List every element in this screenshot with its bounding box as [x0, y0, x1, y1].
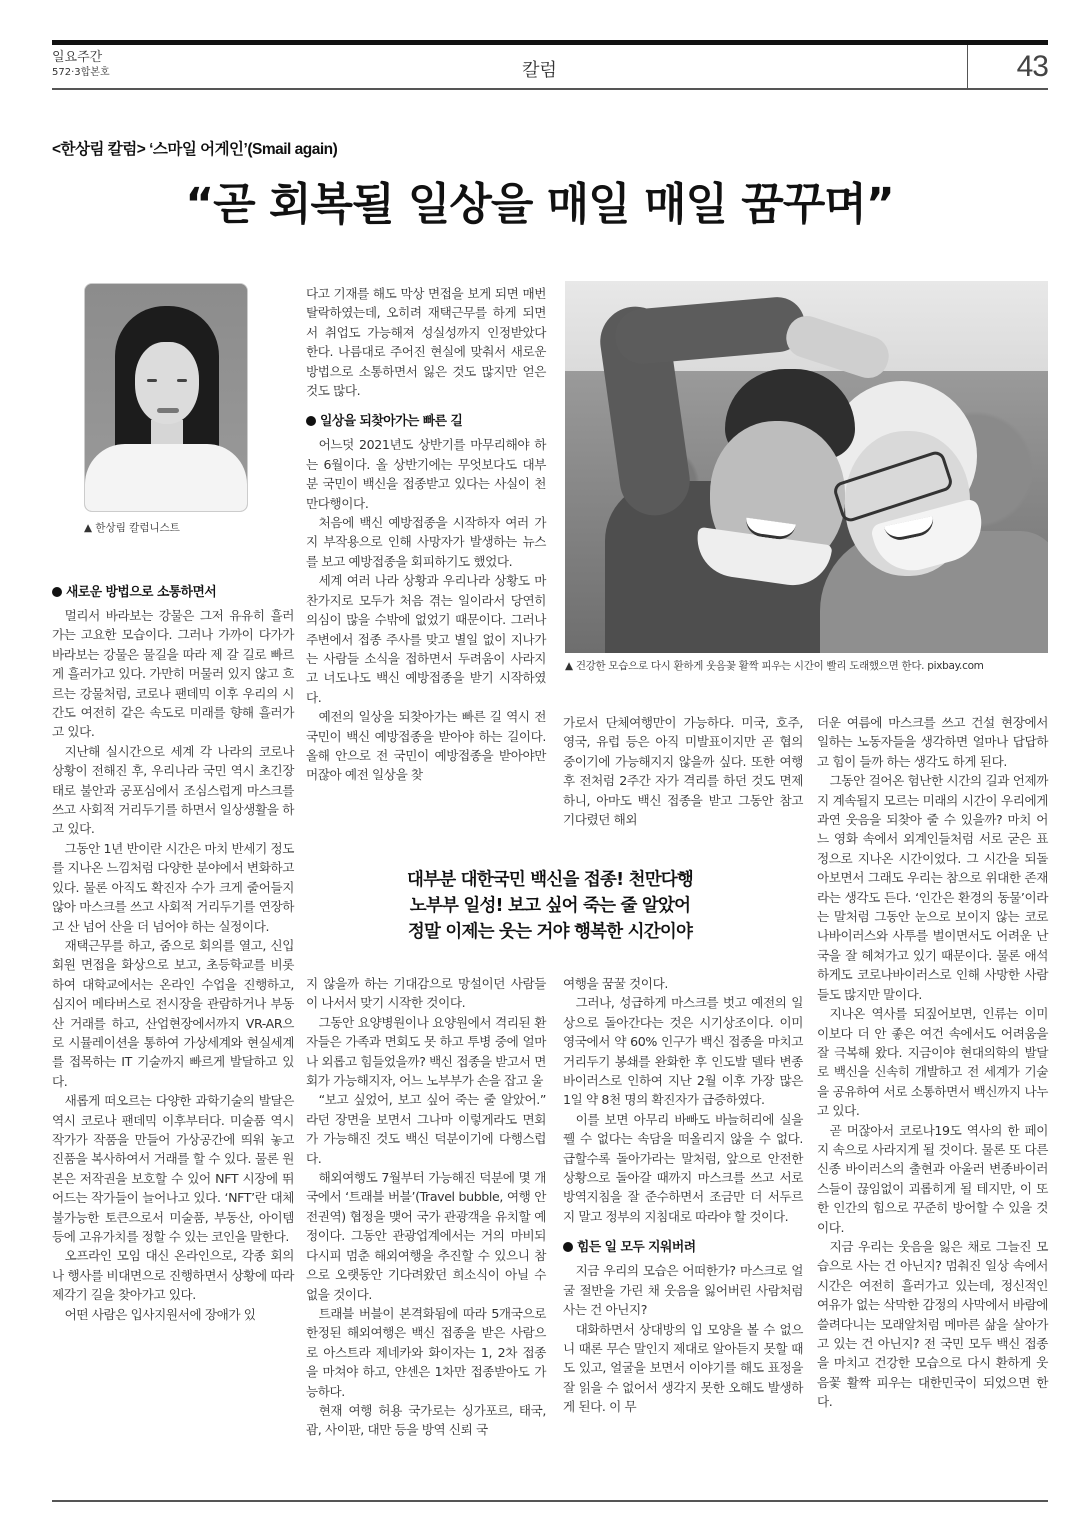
paragraph: 곧 머잖아서 코로나19도 역사의 한 페이지 속으로 사라지게 될 것이다. 물론 또 다른 신종 바이러스의 출현과 아울러 변종바이러스들이 끊임없이 괴롭히게 될 테지만, 이 또한 인간의 힘으로 꾸준히 방어할 수 있을 것이다.	[817, 1122, 1048, 1235]
bottom-rule	[52, 1500, 1048, 1502]
bullet-icon	[563, 1242, 573, 1252]
paragraph: 멀리서 바라보는 강물은 그저 유유히 흘러가는 고요한 모습이다. 그러나 가까이 다가가 바라보는 강물은 물길을 따라 제 갈 길로 빠르게 흘러가고 있다. 가만히 머물러 있지 않고 흐르는 강물처럼, 코로나 팬데믹 이후 우리의 시간도 여전히 같은 속도로 미래를 향해 흘러가고 있다.	[52, 608, 294, 740]
paragraph: 더운 여름에 마스크를 쓰고 건설 현장에서 일하는 노동자들을 생각하면 얼마나 답답하고 힘이 들까 하는 생각도 하게 된다.	[817, 715, 1048, 769]
paragraph: 예전의 일상을 되찾아가는 빠른 길 역시 전 국민이 백신 예방접종을 받아야 하는 길이다. 올해 안으로 전 국민이 예방접종을 받아야만 머잖아 예전 일상을 찾	[306, 709, 546, 783]
column-4	[817, 713, 1048, 1412]
paragraph: 지금 우리의 모습은 어떠한가? 마스크로 얼굴 절반을 가린 채 웃음을 잃어버린 사람처럼 사는 건 아닌지?	[563, 1263, 803, 1318]
headline: “곧 회복될 일상을 매일 매일 꿈꾸며”	[185, 179, 894, 230]
paragraph: 지금 우리는 웃음을 잃은 채로 그늘진 모습으로 사는 건 아닌지? 멈춰진 일상 속에서 시간은 여전히 흘러가고 있는데, 정신적인 여유가 없는 삭막한 감정의 사막에서 바람에 쓸려다니는 모래알처럼 메마른 삶을 살아가고 있는 건 아닌지? 전 국민 모두 백신 접종을 마치고 건강한 모습으로 다시 환하게 웃음꽃 활짝 피우는 대한민국이 되었으면 한다.	[817, 1238, 1048, 1410]
paragraph: 어떤 사람은 입사지원서에 장애가 있	[64, 1306, 256, 1322]
section-name: 칼럼	[522, 60, 557, 81]
paragraph: 현재 여행 허용 국가로는 싱가포르, 태국, 괌, 사이판, 대만 등을 방역 신뢰 국	[306, 1402, 546, 1438]
page-number: 43	[1016, 50, 1048, 83]
column-1	[52, 583, 294, 1324]
paragraph: 지나온 역사를 되짚어보면, 인류는 이미 이보다 더 안 좋은 여건 속에서도 어려움을 잘 극복해 왔다. 지금이야 현대의학의 발달로 백신을 신속히 개발하고 전 세계가 기술을 공유하여 서로 소통하면서 백신까지 나누고 있다.	[817, 1006, 1048, 1119]
photo-caption: ▲ 건강한 모습으로 다시 환하게 웃음꽃 활짝 피우는 시간이 빨리 도래했으면 한다. pixbay.com	[565, 660, 984, 672]
column-2-bottom	[306, 974, 546, 1440]
paragraph: 처음에 백신 예방접종을 시작하자 여러 가지 부작용으로 인해 사망자가 발생하는 뉴스를 보고 예방접종을 회피하기도 했었다.	[306, 515, 546, 569]
paragraph: 트래블 버블이 본격화됨에 따라 5개국으로 한정된 해외여행은 백신 접종을 받은 사람으로 아스트라 제네카와 화이자는 1, 2차 접종을 마쳐야 하고, 얀센은 1차만 접종받아도 가능하다.	[306, 1305, 546, 1399]
issue-number: 572·3합본호	[52, 67, 110, 78]
paragraph: 가로서 단체여행만이 가능하다. 미국, 호주, 영국, 유럽 등은 아직 미발표이지만 곧 협의 중이기에 가능해지지 않을까 싶다. 또한 여행 후 전처럼 2주간 자가 격리를 하던 것도 면제하니, 아마도 백신 접종을 받고 그동안 참고 기다렸던 해외	[563, 715, 803, 828]
header-divider	[967, 45, 968, 89]
column-kicker: <한상림 칼럼> ‘스마일 어게인’(Smail again)	[52, 141, 338, 158]
seniors-photo	[565, 281, 1048, 653]
paragraph: 지난해 실시간으로 세계 각 나라의 코로나 상황이 전해진 후, 우리나라 국민 역시 초긴장 태로 불안과 공포심에서 조심스럽게 마스크를 쓰고 사회적 거리두기를 하면서 일상생활을 하고 있다.	[52, 743, 294, 837]
portrait-caption: ▲ 한상림 칼럼니스트	[84, 522, 180, 534]
paragraph: 재택근무를 하고, 줌으로 회의를 열고, 신입회원 면접을 화상으로 보고, 초등학교를 비롯하여 대학교에서는 온라인 수업을 진행하고, 심지어 메타버스로 전시장을 관람하거나 부동산 거래를 하고, 산업현장에서까지 VR-AR으로 시뮬레이션을 통하여 가상세계와 현실세계를 접목하는 IT 기술까지 빠르게 발달하고 있다.	[52, 937, 294, 1089]
column-3-bottom	[563, 974, 803, 1417]
columnist-portrait	[84, 283, 248, 512]
column-2-top	[306, 284, 546, 785]
paragraph: 어느덧 2021년도 상반기를 마무리해야 하는 6월이다. 올 상반기에는 무엇보다도 대부분 국민이 백신을 접종받고 있다는 사실이 천만다행이다.	[306, 437, 546, 511]
paragraph: 그러나, 성급하게 마스크를 벗고 예전의 일상으로 돌아간다는 것은 시기상조이다. 이미 영국에서 약 60% 인구가 백신 접종을 마치고 거리두기 봉쇄를 완화한 후 인도발 델타 변종바이러스로 인하여 지난 2월 이후 가장 많은 1일 약 8천 명의 확진자가 급증하였다.	[563, 995, 803, 1108]
paragraph: 새롭게 떠오르는 다양한 과학기술의 발달은 역시 코로나 팬데믹 이후부터다. 미술품 역시 작가가 작품을 만들어 가상공간에 띄워 놓고 진품을 복사하여서 거래를 할 수 있다. 물론 원본은 저작권을 보호할 수 있어 NFT 시장에 뛰어드는 작가들이 늘어나고 있다. ‘NFT’란 대체 불가능한 토큰으로서 미술품, 부동산, 아이템 등에 고유가치를 정할 수 있는 코인을 말한다.	[52, 1093, 294, 1244]
paragraph: 그동안 걸어온 험난한 시간의 길과 언제까지 계속될지 모르는 미래의 시간이 우리에게 과연 웃음을 되찾아 줄 수 있을까? 마치 어느 영화 속에서 외계인들처럼 서로 굳은 표정으로 지나온 시간이었다. 그 시간을 되돌아보면서 그래도 우리는 참으로 위대한 존재라는 생각도 든다. ‘인간은 환경의 동물’이라는 말처럼 그동안 눈으로 보이지 않는 코로나바이러스와 사투를 벌이면서도 어려운 난국을 잘 헤쳐가고 있기 때문이다. 물론 애석하게도 코로나바이러스로 인해 사망한 사람들도 많지만 말이다.	[817, 773, 1048, 1002]
bullet-icon	[306, 416, 316, 426]
paragraph: 여행을 꿈꿀 것이다.	[563, 976, 668, 991]
pull-quote-line: 정말 이제는 웃는 거야 행복한 시간이야	[407, 922, 693, 942]
subhead-2: 일상을 되찾아가는 빠른 길	[306, 412, 546, 431]
paragraph: 해외여행도 7월부터 가능해진 덕분에 몇 개국에서 ‘트래블 버블’(Travel bubble, 여행 안전권역) 협정을 맺어 국가 관광객을 유치할 예정이다. 그동안 관광업계에서는 거의 마비되다시피 멈춘 해외여행을 추진할 수 있으니 참으로 오랫동안 기다려왔던 희소식이 아닐 수 없을 것이다.	[306, 1170, 546, 1302]
paragraph: 그동안 1년 반이란 시간은 마치 반세기 정도를 지나온 느낌처럼 다양한 분야에서 변화하고 있다. 물론 아직도 확진자 수가 크게 줄어들지 않아 마스크를 쓰고 사회적 거리두기를 연장하고 산 넘어 산을 더 넘어야 하는 실정이다.	[52, 840, 294, 934]
pull-quote-line: 대부분 대한국민 백신을 접종! 천만다행	[406, 870, 694, 890]
pull-quote	[330, 867, 770, 945]
publication-name: 일요주간	[52, 50, 103, 65]
header-rule	[52, 88, 1048, 90]
bullet-icon	[52, 587, 62, 597]
top-rule	[52, 40, 1048, 45]
paragraph: 다고 기재를 해도 막상 면접을 보게 되면 매번 탈락하였는데, 오히려 재택근무를 하게 되면서 취업도 가능해져 성실성까지 인정받았다 한다. 나름대로 주어진 현실에 맞춰서 새로운 방법으로 소통하면서 잃은 것도 많지만 얻은 것도 많다.	[306, 286, 546, 399]
paragraph: “보고 싶었어, 보고 싶어 죽는 줄 알았어.” 라던 장면을 보면서 그나마 이렇게라도 면회가 가능해진 것도 백신 덕분이기에 다행스럽다.	[306, 1092, 546, 1166]
pull-quote-line: 노부부 일성! 보고 싶어 죽는 줄 알았어	[409, 896, 691, 916]
paragraph: 이를 보면 아무리 바빠도 바늘허리에 실을 꿸 수 없다는 속담을 떠올리지 않을 수 없다. 급할수록 돌아가라는 말처럼, 앞으로 안전한 상황으로 돌아갈 때까지 마스크를 쓰고 서로 방역지침을 잘 준수하면서 조금만 더 서두르지 말고 정부의 지침대로 따라야 할 것이다.	[563, 1111, 803, 1224]
paragraph: 오프라인 모임 대신 온라인으로, 각종 회의나 행사를 비대면으로 진행하면서 상황에 따라 제각기 길을 찾아가고 있다.	[52, 1248, 294, 1303]
subhead-1: 새로운 방법으로 소통하면서	[52, 583, 294, 602]
paragraph: 세계 여러 나라 상황과 우리나라 상황도 마찬가지로 모두가 처음 겪는 일이라서 당연히 의심이 많을 수밖에 없었기 때문이다. 그러나 주변에서 접종 주사를 맞고 별일 없이 지나가는 사람들 소식을 접하면서 두려움이 사라지고 너도나도 백신 예방접종을 받기 시작하였다.	[306, 573, 546, 705]
column-3-top	[563, 713, 803, 829]
paragraph: 대화하면서 상대방의 입 모양을 볼 수 없으니 때론 무슨 말인지 제대로 알아듣지 못할 때도 있고, 얼굴을 보면서 이야기를 해도 표정을 잘 읽을 수 없어서 생각지 못한 오해도 발생하게 된다. 이 무	[563, 1321, 803, 1415]
paragraph: 그동안 요양병원이나 요양원에서 격리된 환자들은 가족과 면회도 못 하고 투병 중에 얼마나 외롭고 힘들었을까? 백신 접종을 받고서 면회가 가능해지자, 어느 노부부가 손을 잡고 울	[306, 1014, 546, 1089]
paragraph: 지 않을까 하는 기대감으로 망설이던 사람들이 나서서 맞기 시작한 것이다.	[306, 976, 546, 1011]
subhead-3: 힘든 일 모두 지워버려	[563, 1238, 803, 1257]
